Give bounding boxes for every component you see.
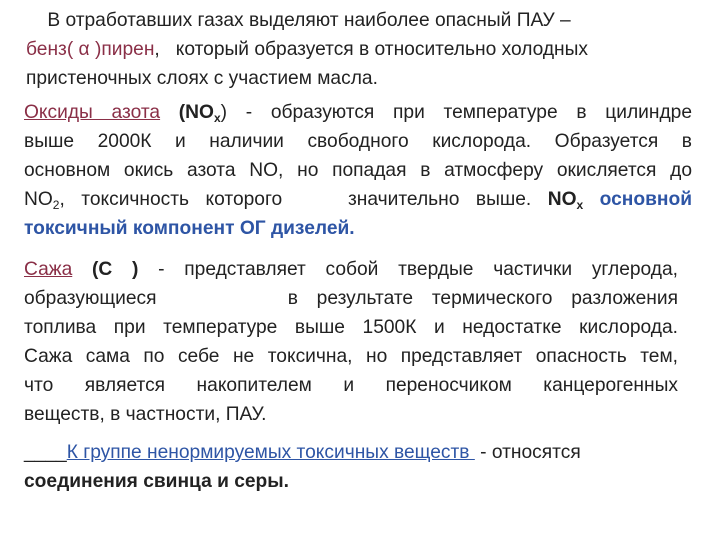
soot-term: Сажа <box>24 259 73 280</box>
no2-formula: NO <box>24 189 53 210</box>
leading-dashes: ____ <box>24 442 67 463</box>
line-1 <box>24 98 692 127</box>
unregulated-substances-term: К группе ненормируемых токсичных веществ <box>66 442 475 463</box>
line-1 <box>24 255 678 284</box>
line-5 <box>24 214 692 243</box>
nox-main-label: основной <box>583 189 692 210</box>
soot-text-line-4: Сажа сама по себе не токсична, но представляет опасность тем, <box>24 346 678 367</box>
nitrogen-oxides-term: Оксиды азота <box>24 102 161 123</box>
nox-text-line-3: основном окись азота NO, но попадая в атмосферу окисляется до <box>24 160 692 181</box>
nox-description: ) - образуются при температуре в цилиндре <box>220 102 692 123</box>
line-4 <box>24 185 692 214</box>
line-6 <box>24 400 678 429</box>
soot-description: - представляет собой твердые частички углерода, <box>158 259 678 280</box>
soot-text-line-5: что является накопителем и переносчиком канцерогенных <box>24 375 678 396</box>
line-2 <box>24 284 678 313</box>
nox-formula-open: (NO <box>160 102 214 123</box>
line-2 <box>26 35 694 64</box>
line-3 <box>24 156 692 185</box>
paragraph-soot <box>24 255 678 429</box>
line-5 <box>24 371 678 400</box>
soot-formula: (С ) <box>72 259 159 280</box>
no2-subscript: 2 <box>52 198 60 212</box>
lead-sulfur-compounds: соединения свинца и серы. <box>24 471 289 492</box>
paragraph-unregulated <box>24 438 692 496</box>
nox-formula: NO <box>547 189 577 210</box>
line-2 <box>24 467 692 496</box>
paragraph-nitrogen-oxides <box>24 98 692 243</box>
line-3 <box>24 313 678 342</box>
soot-text-line-3: топлива при температуре выше 1500К и недостатке кислорода. <box>24 317 678 338</box>
line-4 <box>24 342 678 371</box>
line-3 <box>26 64 694 93</box>
benzopyrene-description: , который образуется в относительно холодных <box>154 39 589 60</box>
nox-text-line-4: , токсичность которого значительно выше. <box>59 189 548 210</box>
soot-text-line-2: образующиеся в результате термического разложения <box>24 288 678 309</box>
unregulated-description: - относятся <box>474 442 581 463</box>
line-2 <box>24 127 692 156</box>
nox-main-component-text: токсичный компонент ОГ дизелей. <box>24 218 355 239</box>
nox-text-line-2: выше 2000К и наличии свободного кислорода. Образуется в <box>24 131 692 152</box>
pah-intro-text: В отработавших газах выделяют наиболее опасный ПАУ – <box>26 10 571 31</box>
benzopyrene-term: бенз( α )пирен <box>26 39 155 60</box>
line-1 <box>26 6 694 35</box>
nox-subscript: x <box>213 111 221 125</box>
soot-text-line-6: веществ, в частности, ПАУ. <box>24 404 267 425</box>
nox-formula-subscript: x <box>576 198 584 212</box>
paragraph-pah <box>26 6 694 93</box>
line-1 <box>24 438 692 467</box>
pah-text-end: пристеночных слоях с участием масла. <box>26 68 378 89</box>
